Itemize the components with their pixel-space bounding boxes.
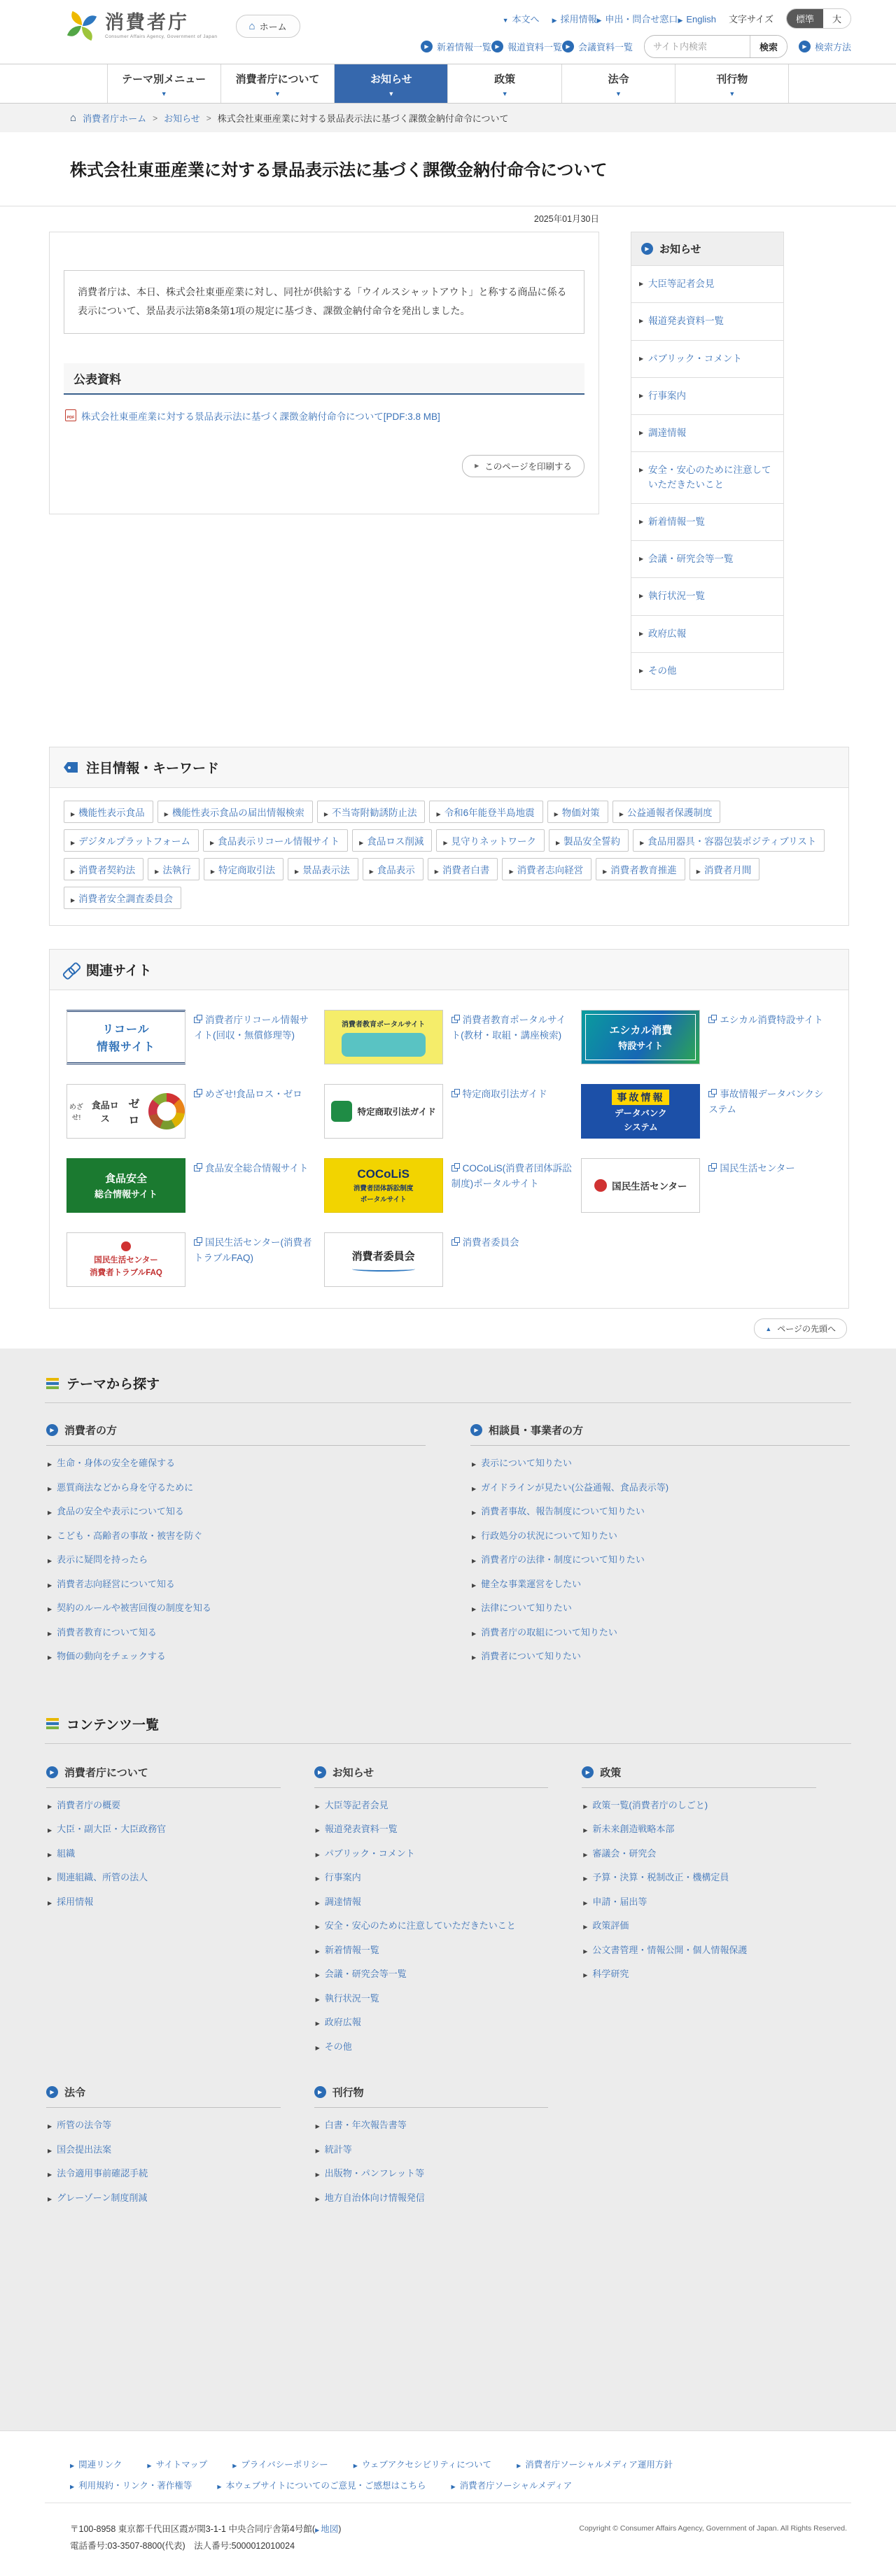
contents-link-item xyxy=(583,1799,816,1813)
theme-link[interactable]: ▶ 消費者志向経営について知る xyxy=(48,1579,175,1589)
breadcrumb-current: 株式会社東亜産業に対する景品表示法に基づく課徴金納付命令について xyxy=(217,113,509,124)
sidebar-item-link[interactable]: ▶ その他 xyxy=(631,653,783,689)
contents-link-item xyxy=(316,1895,549,1909)
contents-link-item xyxy=(583,1847,816,1861)
contents-link-item xyxy=(316,2167,549,2181)
footer-link[interactable]: ▶ 消費者庁ソーシャルメディア xyxy=(451,2479,572,2491)
theme-link-item xyxy=(48,1456,426,1470)
contents-link-item xyxy=(583,1919,816,1933)
contents-link-item xyxy=(48,1871,281,1885)
contents-link[interactable]: ▶ 組織 xyxy=(48,1848,75,1859)
circle-arrow-icon xyxy=(799,41,811,52)
contents-link[interactable]: ▶ 政策一覧(消費者庁のしごと) xyxy=(583,1800,708,1810)
contents-link-item xyxy=(316,2040,549,2054)
nav-item[interactable]: 政策 ▼ xyxy=(447,64,561,103)
keyword-pill[interactable]: ▶ 不当寄附勧誘防止法 xyxy=(317,801,426,823)
keywords-header: 注目情報・キーワード xyxy=(50,747,848,788)
keyword-pill[interactable]: ▶ 法執行 xyxy=(148,858,200,880)
chevron-down-icon: ▼ xyxy=(388,90,395,97)
related-site-banner[interactable]: 消費者教育ポータルサイト xyxy=(324,1010,443,1064)
site-header xyxy=(0,0,896,64)
circle-arrow-icon xyxy=(314,2086,326,2098)
sidebar-item-link[interactable]: ▶ 報道発表資料一覧 xyxy=(631,303,783,339)
related-site-item xyxy=(581,1010,832,1064)
keyword-pill[interactable]: ▶ 消費者安全調査委員会 xyxy=(64,887,181,909)
sidebar-header: ▶ お知らせ xyxy=(631,232,783,266)
related-site-item xyxy=(581,1158,832,1213)
contents-column-notice: ▶ お知らせ ▶ 大臣等記者会見 ▶ 報道発表資料一覧 ▶ パブリック・コメント ▶ 行事案内 ▶ 調達情報 ▶ 安全・安心のために注意していただきたいこと ▶ 新着情報一覧 ▶ 会議・研究会等一覧 ▶ 執行状況一覧 ▶ 政府広報 ▶ その他 xyxy=(314,1765,582,2064)
theme-link-item xyxy=(48,1577,426,1591)
related-site-link[interactable]: 国民生活センター(消費者トラブルFAQ) xyxy=(194,1237,312,1264)
theme-link[interactable]: ▶ 消費者庁の法律・制度について知りたい xyxy=(472,1554,645,1565)
theme-link[interactable]: ▶ 健全な事業運営をしたい xyxy=(472,1579,581,1589)
font-size-option[interactable]: 大 xyxy=(823,9,850,28)
external-link-icon xyxy=(194,1017,200,1023)
external-link-icon xyxy=(194,1239,200,1246)
contents-link-item xyxy=(316,1822,549,1836)
quick-link[interactable]: ▶ 新着情報一覧 xyxy=(421,40,491,53)
agency-tel: 電話番号:03-3507-8800(代表) xyxy=(70,2540,186,2551)
contents-link-item xyxy=(48,2167,281,2181)
contents-link[interactable]: ▶ 白書・年次報告書等 xyxy=(316,2120,407,2130)
keyword-pill[interactable]: ▶ 食品表示リコール情報サイト xyxy=(203,829,348,852)
themes-column-advisor: ▶ 相談員・事業者の方 ▶ 表示について知りたい ▶ ガイドラインが見たい(公益通報、食品表示等) ▶ 消費者事故、報告制度について知りたい ▶ 行政処分の状況について知りたい ▶ 消費者庁の法律・制度について知りたい ▶ 健全な事業運営をしたい ▶ 法律について知りたい ▶ 消費者庁の取組について知りたい ▶ 消費者について知りたい xyxy=(470,1423,850,1674)
title-area xyxy=(0,132,896,206)
contents-column-law: ▶ 法令 ▶ 所管の法令等 ▶ 国会提出法案 ▶ 法令適用事前確認手続 ▶ グレーゾーン制度削減 xyxy=(46,2085,314,2215)
publish-date: 2025年01月30日 xyxy=(533,214,599,224)
font-size-label: 文字サイズ xyxy=(729,14,774,24)
circle-arrow-icon xyxy=(46,2086,58,2098)
keyword-pill[interactable]: ▶ 景品表示法 xyxy=(288,858,358,880)
external-link-icon xyxy=(708,1091,715,1097)
circle-arrow-icon xyxy=(314,1766,326,1778)
contents-link[interactable]: ▶ 調達情報 xyxy=(316,1896,361,1907)
keyword-pill[interactable]: ▶ 食品用器具・容器包装ポジティブリスト xyxy=(633,829,825,852)
contents-link[interactable]: ▶ 関連組織、所管の法人 xyxy=(48,1872,148,1882)
home-icon: ⌂ xyxy=(70,112,77,124)
sidebar-item-link[interactable]: ▶ パブリック・コメント xyxy=(631,341,783,377)
nav-item[interactable]: 法令 ▼ xyxy=(561,64,675,103)
theme-link-item xyxy=(472,1649,850,1663)
keyword-pill[interactable]: ▶ 見守りネットワーク xyxy=(436,829,545,852)
sidebar-notices xyxy=(631,232,784,690)
related-site-item xyxy=(324,1158,575,1213)
contents-link[interactable]: ▶ 予算・決算・税制改正・機構定員 xyxy=(583,1872,729,1882)
keyword-pill[interactable]: ▶ 食品表示 xyxy=(363,858,424,880)
site-footer xyxy=(0,2430,896,2576)
theme-link[interactable]: ▶ 消費者教育について知る xyxy=(48,1627,157,1638)
related-site-item xyxy=(66,1010,317,1064)
contents-link-item xyxy=(583,1967,816,1981)
contents-link[interactable]: ▶ 申請・届出等 xyxy=(583,1896,647,1907)
theme-link[interactable]: ▶ 食品の安全や表示について知る xyxy=(48,1506,184,1516)
related-site-link[interactable]: 特定商取引法ガイド xyxy=(451,1084,547,1102)
keyword-pill[interactable]: ▶ 消費者志向経営 xyxy=(502,858,592,880)
contents-link[interactable]: ▶ その他 xyxy=(316,2041,352,2052)
sidebar-item-link[interactable]: ▶ 会議・研究会等一覧 xyxy=(631,541,783,577)
footer-link[interactable]: ▶ サイトマップ xyxy=(147,2458,207,2470)
sidebar-item-link[interactable]: ▶ 行事案内 xyxy=(631,378,783,414)
contents-link-item xyxy=(48,1822,281,1836)
contents-link[interactable]: ▶ 会議・研究会等一覧 xyxy=(316,1969,407,1979)
keyword-pill[interactable]: ▶ 消費者月間 xyxy=(690,858,760,880)
search-button[interactable]: 検索 xyxy=(750,36,787,57)
link-icon xyxy=(64,963,78,977)
logo-title: 消費者庁 xyxy=(105,11,189,33)
circle-arrow-icon xyxy=(46,1766,58,1778)
contents-link[interactable]: ▶ パブリック・コメント xyxy=(316,1848,415,1859)
contents-link[interactable]: ▶ 報道発表資料一覧 xyxy=(316,1824,398,1834)
theme-link[interactable]: ▶ 契約のルールや被害回復の制度を知る xyxy=(48,1603,211,1613)
contents-icon xyxy=(46,1718,59,1729)
related-site-banner[interactable]: エシカル消費 特設サイト xyxy=(581,1010,700,1064)
contents-link[interactable]: ▶ 新着情報一覧 xyxy=(316,1945,379,1955)
sidebar-item-link[interactable]: ▶ 大臣等記者会見 xyxy=(631,266,783,302)
external-link-icon xyxy=(451,1017,458,1023)
map-link[interactable]: ▶ 地図 xyxy=(315,2524,338,2534)
circle-arrow-icon xyxy=(46,1424,58,1436)
sidebar-item-link[interactable]: ▶ 政府広報 xyxy=(631,616,783,652)
related-site-item xyxy=(66,1158,317,1213)
contents-link-item xyxy=(583,1822,816,1836)
chevron-down-icon: ▼ xyxy=(615,90,622,97)
contents-link[interactable]: ▶ グレーゾーン制度削減 xyxy=(48,2193,147,2203)
contents-link-item xyxy=(48,2191,281,2205)
contents-link[interactable]: ▶ 政策評価 xyxy=(583,1920,629,1931)
related-site-item xyxy=(324,1010,575,1064)
sidebar-item xyxy=(631,266,783,303)
related-site-link[interactable]: 消費者教育ポータルサイト(教材・取組・講座検索) xyxy=(451,1015,566,1041)
contents-link[interactable]: ▶ 地方自治体向け情報発信 xyxy=(316,2193,425,2203)
sidebar-item-link[interactable]: ▶ 新着情報一覧 xyxy=(631,504,783,540)
section-heading: 公表資料 xyxy=(64,363,584,395)
related-site-banner[interactable]: 特定商取引法ガイド xyxy=(324,1084,443,1139)
sidebar-item xyxy=(631,303,783,340)
contents-link[interactable]: ▶ 統計等 xyxy=(316,2144,352,2155)
search-help-link[interactable]: ▶ 検索方法 xyxy=(799,40,851,53)
related-site-banner[interactable]: 事故情報 データバンク システム xyxy=(581,1084,700,1139)
theme-link-item xyxy=(48,1553,426,1567)
circle-arrow-icon xyxy=(421,41,433,52)
contents-link-item xyxy=(48,1799,281,1813)
keyword-pill[interactable]: ▶ 消費者白書 xyxy=(428,858,498,880)
related-site-item xyxy=(66,1084,317,1139)
search-input[interactable] xyxy=(645,37,750,56)
contents-link-item xyxy=(48,2143,281,2157)
related-site-item xyxy=(324,1084,575,1139)
related-site-link[interactable]: 国民生活センター xyxy=(708,1158,794,1176)
theme-link-item xyxy=(48,1649,426,1663)
contents-link-item xyxy=(48,1847,281,1861)
related-site-link[interactable]: 消費者委員会 xyxy=(451,1232,519,1251)
theme-link[interactable]: ▶ 消費者について知りたい xyxy=(472,1651,581,1661)
contents-link[interactable]: ▶ 行事案内 xyxy=(316,1872,361,1882)
keyword-pill[interactable]: ▶ 製品安全誓約 xyxy=(549,829,629,852)
utility-links xyxy=(552,12,716,25)
keyword-pill[interactable]: ▶ 消費者契約法 xyxy=(64,858,144,880)
external-link-icon xyxy=(194,1165,200,1171)
contents-link-item xyxy=(316,2143,549,2157)
footer-link[interactable]: ▶ 本ウェブサイトについてのご意見・ご感想はこちら xyxy=(217,2479,426,2491)
theme-link[interactable]: ▶ 消費者庁の取組について知りたい xyxy=(472,1627,617,1638)
home-button[interactable]: ⌂ ホーム xyxy=(236,15,300,38)
font-size-switcher xyxy=(786,8,851,29)
home-icon: ⌂ xyxy=(248,20,255,32)
sidebar-item xyxy=(631,578,783,615)
external-link-icon xyxy=(708,1165,715,1171)
logo-subtitle: Consumer Affairs Agency, Government of Japan xyxy=(105,34,218,40)
pdf-icon xyxy=(65,409,76,421)
related-site-link[interactable]: エシカル消費特設サイト xyxy=(708,1010,823,1028)
contents-link-item xyxy=(316,2118,549,2132)
font-size-option[interactable]: 標準 xyxy=(787,9,823,28)
related-site-link[interactable]: COCoLiS(消費者団体訴訟制度)ポータルサイト xyxy=(451,1163,572,1190)
footer-link[interactable]: ▶ 利用規約・リンク・著作権等 xyxy=(70,2479,192,2491)
themes-heading: テーマから探す xyxy=(45,1370,851,1403)
pinwheel-logo-icon xyxy=(66,10,98,42)
contents-link[interactable]: ▶ 採用情報 xyxy=(48,1896,93,1907)
theme-link-item xyxy=(472,1481,850,1495)
back-to-top-button[interactable]: ▲ ページの先頭へ xyxy=(754,1318,847,1339)
keyword-pill[interactable]: ▶ 公益通報者保護制度 xyxy=(612,801,721,823)
keyword-pill[interactable]: ▶ 機能性表示食品 xyxy=(64,801,153,823)
theme-link-item xyxy=(472,1505,850,1519)
quick-links-bar xyxy=(421,35,851,58)
related-site-banner[interactable]: 食品安全 総合情報サイト xyxy=(66,1158,186,1213)
theme-icon xyxy=(46,1378,59,1389)
theme-link[interactable]: ▶ 悪質商法などから身を守るために xyxy=(48,1482,193,1493)
related-sites-header: 関連サイト xyxy=(50,950,848,990)
theme-link[interactable]: ▶ 法律について知りたい xyxy=(472,1603,572,1613)
copyright-notice: Copyright © Consumer Affairs Agency, Government of Japan. All Rights Reserved. xyxy=(579,2524,847,2533)
article-lead-text: 消費者庁は、本日、株式会社東亜産業に対し、同社が供給する「ウイルスシャットアウト」と称する商品に係る表示について、景品表示法第8条第1項の規定に基づき、課徴金納付命令を発出しました。 xyxy=(78,286,567,317)
contents-link-item xyxy=(316,2191,549,2205)
theme-link-item xyxy=(472,1529,850,1543)
external-link-icon xyxy=(451,1091,458,1097)
contents-link-item xyxy=(316,1919,549,1933)
theme-link[interactable]: ▶ 表示に疑問を持ったら xyxy=(48,1554,148,1565)
sidebar-item xyxy=(631,378,783,415)
contents-link[interactable]: ▶ 法令適用事前確認手続 xyxy=(48,2168,148,2179)
tag-icon xyxy=(64,762,78,773)
theme-link-item xyxy=(472,1601,850,1615)
quick-link[interactable]: ▶ 会議資料一覧 xyxy=(562,40,633,53)
theme-link-item xyxy=(48,1626,426,1640)
sidebar-item xyxy=(631,341,783,378)
theme-link-item xyxy=(48,1481,426,1495)
circle-arrow-icon xyxy=(582,1766,594,1778)
contents-link-item xyxy=(316,2015,549,2029)
related-site-banner[interactable]: 国民生活センター 消費者トラブルFAQ xyxy=(66,1232,186,1287)
agency-address: 〒100-8958 東京都千代田区霞が関3-1-1 中央合同庁舎第4号館( ▶ 地図) 電話番号:03-3507-8800(代表) 法人番号:5000012010024 xyxy=(70,2521,341,2555)
contents-link[interactable]: ▶ 消費者庁の概要 xyxy=(48,1800,120,1810)
sidebar-item-link[interactable]: ▶ 調達情報 xyxy=(631,415,783,451)
sidebar-item xyxy=(631,415,783,452)
circle-arrow-icon xyxy=(562,41,574,52)
keyword-pill[interactable]: ▶ 消費者教育推進 xyxy=(596,858,685,880)
theme-link-item xyxy=(48,1529,426,1543)
external-link-icon xyxy=(194,1091,200,1097)
theme-link-item xyxy=(48,1505,426,1519)
keyword-pill[interactable]: ▶ 特定商取引法 xyxy=(204,858,284,880)
circle-arrow-icon xyxy=(491,41,503,52)
breadcrumb-section-link[interactable]: お知らせ xyxy=(164,113,200,124)
contents-link-item xyxy=(583,1871,816,1885)
theme-link-item xyxy=(472,1577,850,1591)
chevron-down-icon: ▼ xyxy=(729,90,736,97)
utility-link[interactable]: ▶ English xyxy=(678,14,716,24)
contents-column-about: ▶ 消費者庁について ▶ 消費者庁の概要 ▶ 大臣・副大臣・大臣政務官 ▶ 組織 ▶ 関連組織、所管の法人 ▶ 採用情報 xyxy=(46,1765,314,2064)
contents-link[interactable]: ▶ 所管の法令等 xyxy=(48,2120,111,2130)
contents-column-policy: ▶ 政策 ▶ 政策一覧(消費者庁のしごと) ▶ 新未来創造戦略本部 ▶ 審議会・研究会 ▶ 予算・決算・税制改正・機構定員 ▶ 申請・届出等 ▶ 政策評価 ▶ 公文書管理・情報公開・個人情報保護 ▶ 科学研究 xyxy=(582,1765,850,2064)
sidebar-item-link[interactable]: ▶ 執行状況一覧 xyxy=(631,578,783,614)
related-site-banner[interactable]: 国民生活センター xyxy=(581,1158,700,1213)
contents-heading: コンテンツ一覧 xyxy=(45,1710,851,1744)
theme-link-item xyxy=(472,1456,850,1470)
arrow-up-icon: ▲ xyxy=(765,1325,772,1332)
related-site-item xyxy=(581,1084,832,1139)
pdf-download-link[interactable]: 株式会社東亜産業に対する景品表示法に基づく課徴金納付命令について[PDF:3.8 MB] xyxy=(81,411,440,422)
footer-link[interactable]: ▶ 消費者庁ソーシャルメディア運用方針 xyxy=(517,2458,673,2470)
theme-link[interactable]: ▶ 生命・身体の安全を確保する xyxy=(48,1458,175,1468)
nav-item[interactable]: テーマ別メニュー ▼ xyxy=(107,64,220,103)
nav-item[interactable]: お知らせ ▼ xyxy=(334,64,447,103)
related-site-link[interactable]: 食品安全総合情報サイト xyxy=(194,1158,309,1176)
contents-link-item xyxy=(48,1895,281,1909)
related-site-banner[interactable]: めざせ! 食品ロス ゼロ xyxy=(66,1084,186,1139)
theme-link-item xyxy=(472,1626,850,1640)
utility-bar xyxy=(503,8,851,29)
sidebar-item xyxy=(631,616,783,653)
footer-link[interactable]: ▶ 関連リンク xyxy=(70,2458,122,2470)
theme-link[interactable]: ▶ ガイドラインが見たい(公益通報、食品表示等) xyxy=(472,1482,668,1493)
site-search xyxy=(644,35,788,58)
contents-link-item xyxy=(583,1943,816,1957)
global-nav xyxy=(0,64,896,104)
contents-link[interactable]: ▶ 安全・安心のために注意していただきたいこと xyxy=(316,1920,516,1931)
chevron-down-icon: ▼ xyxy=(274,90,281,97)
keyword-pill[interactable]: ▶ 機能性表示食品の届出情報検索 xyxy=(158,801,313,823)
contents-link-item xyxy=(583,1895,816,1909)
related-site-link[interactable]: 事故情報データバンクシステム xyxy=(708,1089,824,1115)
keyword-pill[interactable]: ▶ 物価対策 xyxy=(547,801,608,823)
contents-link[interactable]: ▶ 執行状況一覧 xyxy=(316,1993,379,2004)
footer-link[interactable]: ▶ ウェブアクセシビリティについて xyxy=(354,2458,491,2470)
theme-link[interactable]: ▶ 表示について知りたい xyxy=(472,1458,572,1468)
theme-link[interactable]: ▶ 消費者事故、報告制度について知りたい xyxy=(472,1506,645,1516)
footer-nav-zone xyxy=(0,1349,896,2430)
nav-item[interactable]: 消費者庁について ▼ xyxy=(220,64,334,103)
agency-corp-number: 法人番号:5000012010024 xyxy=(194,2540,295,2551)
related-site-item xyxy=(66,1232,317,1287)
circle-arrow-icon xyxy=(641,243,653,255)
related-site-banner[interactable]: 消費者委員会 xyxy=(324,1232,443,1287)
sidebar-item xyxy=(631,504,783,541)
keyword-pill[interactable]: ▶ 食品ロス削減 xyxy=(352,829,432,852)
sidebar-item-link[interactable]: ▶ 安全・安心のために注意していただきたいこと xyxy=(631,452,783,503)
breadcrumb-home-link[interactable]: 消費者庁ホーム xyxy=(83,113,147,124)
agency-logo[interactable] xyxy=(45,7,300,42)
sidebar-item xyxy=(631,452,783,504)
contents-link-item xyxy=(316,1871,549,1885)
chevron-down-icon: ▼ xyxy=(160,90,167,97)
external-link-icon xyxy=(708,1017,715,1023)
contents-link[interactable]: ▶ 出版物・パンフレット等 xyxy=(316,2168,425,2179)
contents-link-item xyxy=(316,1847,549,1861)
contents-link[interactable]: ▶ 政府広報 xyxy=(316,2017,361,2027)
contents-link-item xyxy=(316,1943,549,1957)
external-link-icon xyxy=(451,1165,458,1171)
theme-link-item xyxy=(48,1601,426,1615)
print-page-button[interactable]: ▶ このページを印刷する xyxy=(462,455,584,477)
quick-links xyxy=(421,40,633,53)
related-site-banner[interactable]: リコール 情報サイト xyxy=(66,1010,186,1064)
skip-to-content-link[interactable]: ▼ 本文へ xyxy=(503,12,540,25)
contents-link-item xyxy=(48,2118,281,2132)
theme-link[interactable]: ▶ 物価の動向をチェックする xyxy=(48,1651,166,1661)
keyword-pill[interactable]: ▶ デジタルプラットフォーム xyxy=(64,829,199,852)
breadcrumb xyxy=(0,104,896,132)
utility-link[interactable]: ▶ 申出・問合せ窓口 xyxy=(597,14,678,24)
contents-link-item xyxy=(316,1799,549,1813)
related-site-banner[interactable]: COCoLiS 消費者団体訴訟制度 ポータルサイト xyxy=(324,1158,443,1213)
contents-link[interactable]: ▶ 公文書管理・情報公開・個人情報保護 xyxy=(583,1945,747,1955)
article-lead-box xyxy=(64,270,584,334)
sidebar-item xyxy=(631,541,783,578)
related-site-item xyxy=(324,1232,575,1287)
theme-link-item xyxy=(472,1553,850,1567)
related-sites-card xyxy=(49,949,849,1309)
contents-link-item xyxy=(316,1992,549,2006)
nav-item[interactable]: 刊行物 ▼ xyxy=(675,64,789,103)
contents-link[interactable]: ▶ 審議会・研究会 xyxy=(583,1848,656,1859)
theme-link[interactable]: ▶ こども・高齢者の事故・被害を防ぐ xyxy=(48,1530,202,1541)
keyword-pill[interactable]: ▶ 令和6年能登半島地震 xyxy=(429,801,542,823)
contents-column-publications: ▶ 刊行物 ▶ 白書・年次報告書等 ▶ 統計等 ▶ 出版物・パンフレット等 ▶ 地方自治体向け情報発信 xyxy=(314,2085,582,2215)
related-site-link[interactable]: めざせ!食品ロス・ゼロ xyxy=(194,1084,302,1102)
page-title: 株式会社東亜産業に対する景品表示法に基づく課徴金納付命令について xyxy=(70,161,608,180)
breadcrumb-separator: > xyxy=(153,113,158,123)
related-site-link[interactable]: 消費者庁リコール情報サイト(回収・無償修理等) xyxy=(194,1015,309,1041)
contents-link-item xyxy=(316,1967,549,1981)
article-card xyxy=(49,232,599,514)
utility-link[interactable]: ▶ 採用情報 xyxy=(552,14,597,24)
contents-link[interactable]: ▶ 大臣・副大臣・大臣政務官 xyxy=(48,1824,166,1834)
keywords-card xyxy=(49,747,849,926)
contents-link[interactable]: ▶ 国会提出法案 xyxy=(48,2144,111,2155)
theme-link[interactable]: ▶ 行政処分の状況について知りたい xyxy=(472,1530,617,1541)
sidebar-item xyxy=(631,653,783,689)
contents-link[interactable]: ▶ 科学研究 xyxy=(583,1969,629,1979)
quick-link[interactable]: ▶ 報道資料一覧 xyxy=(491,40,562,53)
breadcrumb-separator: > xyxy=(206,113,211,123)
footer-link[interactable]: ▶ プライバシーポリシー xyxy=(232,2458,328,2470)
themes-column-consumer: ▶ 消費者の方 ▶ 生命・身体の安全を確保する ▶ 悪質商法などから身を守るために ▶ 食品の安全や表示について知る ▶ こども・高齢者の事故・被害を防ぐ ▶ 表示に疑問を持ったら ▶ 消費者志向経営について知る ▶ 契約のルールや被害回復の制度を知る ▶ 消費者教育について知る ▶ 物価の動向をチェックする xyxy=(46,1423,426,1674)
circle-arrow-icon xyxy=(470,1424,482,1436)
contents-link[interactable]: ▶ 大臣等記者会見 xyxy=(316,1800,388,1810)
chevron-down-icon: ▼ xyxy=(501,90,508,97)
contents-link[interactable]: ▶ 新未来創造戦略本部 xyxy=(583,1824,674,1834)
external-link-icon xyxy=(451,1239,458,1246)
